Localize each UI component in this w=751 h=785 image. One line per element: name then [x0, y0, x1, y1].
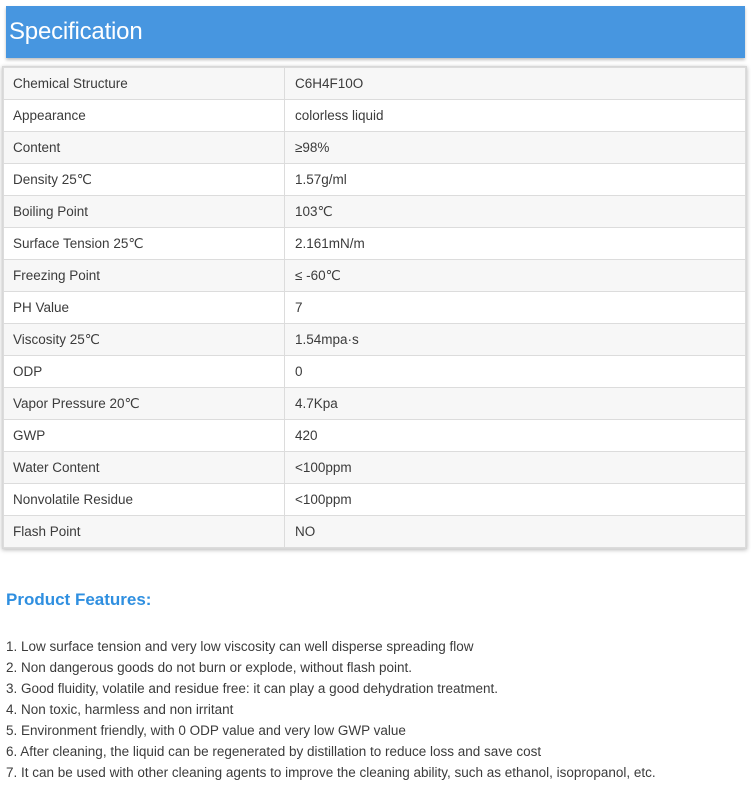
property-name-cell: Freezing Point	[4, 260, 285, 292]
property-value-cell: 7	[285, 292, 746, 324]
list-item: 2. Non dangerous goods do not burn or explode, without flash point.	[6, 660, 413, 675]
property-value-cell: 4.7Kpa	[285, 388, 746, 420]
property-name-cell: PH Value	[4, 292, 285, 324]
specification-table-body	[4, 68, 746, 548]
property-value-cell: NO	[285, 516, 746, 548]
property-value-cell: 103℃	[285, 196, 746, 228]
property-name-cell: Nonvolatile Residue	[4, 484, 285, 516]
table-row	[4, 228, 746, 260]
table-row	[4, 260, 746, 292]
table-row	[4, 164, 746, 196]
property-name-cell: Viscosity 25℃	[4, 324, 285, 356]
product-features-list	[6, 637, 656, 784]
property-value-cell: 420	[285, 420, 746, 452]
list-item: 5. Environment friendly, with 0 ODP value and very low GWP value	[6, 723, 406, 738]
list-item: 3. Good fluidity, volatile and residue free: it can play a good dehydration treatment.	[6, 681, 499, 696]
property-value-cell: C6H4F10O	[285, 68, 746, 100]
property-name-cell: Water Content	[4, 452, 285, 484]
property-name-cell: Surface Tension 25℃	[4, 228, 285, 260]
specification-header	[6, 6, 745, 58]
property-value-cell: ≥98%	[285, 132, 746, 164]
property-name-cell: Boiling Point	[4, 196, 285, 228]
list-item: 6. After cleaning, the liquid can be regenerated by distillation to reduce loss and save cost	[6, 744, 542, 759]
list-item: 1. Low surface tension and very low viscosity can well disperse spreading flow	[6, 639, 474, 654]
property-name-cell: Content	[4, 132, 285, 164]
table-row	[4, 484, 746, 516]
property-value-cell: 1.57g/ml	[285, 164, 746, 196]
property-name-cell: Density 25℃	[4, 164, 285, 196]
property-name-cell: Appearance	[4, 100, 285, 132]
table-row	[4, 196, 746, 228]
property-value-cell: 0	[285, 356, 746, 388]
property-value-cell: ≤ -60℃	[285, 260, 746, 292]
table-row	[4, 68, 746, 100]
table-row	[4, 516, 746, 548]
specification-title: Specification	[9, 18, 143, 45]
property-name-cell: Chemical Structure	[4, 68, 285, 100]
list-item: 4. Non toxic, harmless and non irritant	[6, 702, 234, 717]
table-row	[4, 420, 746, 452]
table-row	[4, 324, 746, 356]
table-row	[4, 356, 746, 388]
property-name-cell: Vapor Pressure 20℃	[4, 388, 285, 420]
table-row	[4, 388, 746, 420]
list-item: 7. It can be used with other cleaning agents to improve the cleaning ability, such as ethanol, isopropanol, etc.	[6, 765, 656, 780]
specification-table-container	[2, 66, 747, 549]
table-row	[4, 100, 746, 132]
product-features-title: Product Features:	[6, 590, 152, 609]
property-value-cell: <100ppm	[285, 452, 746, 484]
property-value-cell: 1.54mpa·s	[285, 324, 746, 356]
specification-table	[3, 67, 746, 548]
property-name-cell: Flash Point	[4, 516, 285, 548]
property-value-cell: colorless liquid	[285, 100, 746, 132]
table-row	[4, 132, 746, 164]
property-name-cell: GWP	[4, 420, 285, 452]
property-value-cell: 2.161mN/m	[285, 228, 746, 260]
table-row	[4, 292, 746, 324]
property-value-cell: <100ppm	[285, 484, 746, 516]
property-name-cell: ODP	[4, 356, 285, 388]
table-row	[4, 452, 746, 484]
